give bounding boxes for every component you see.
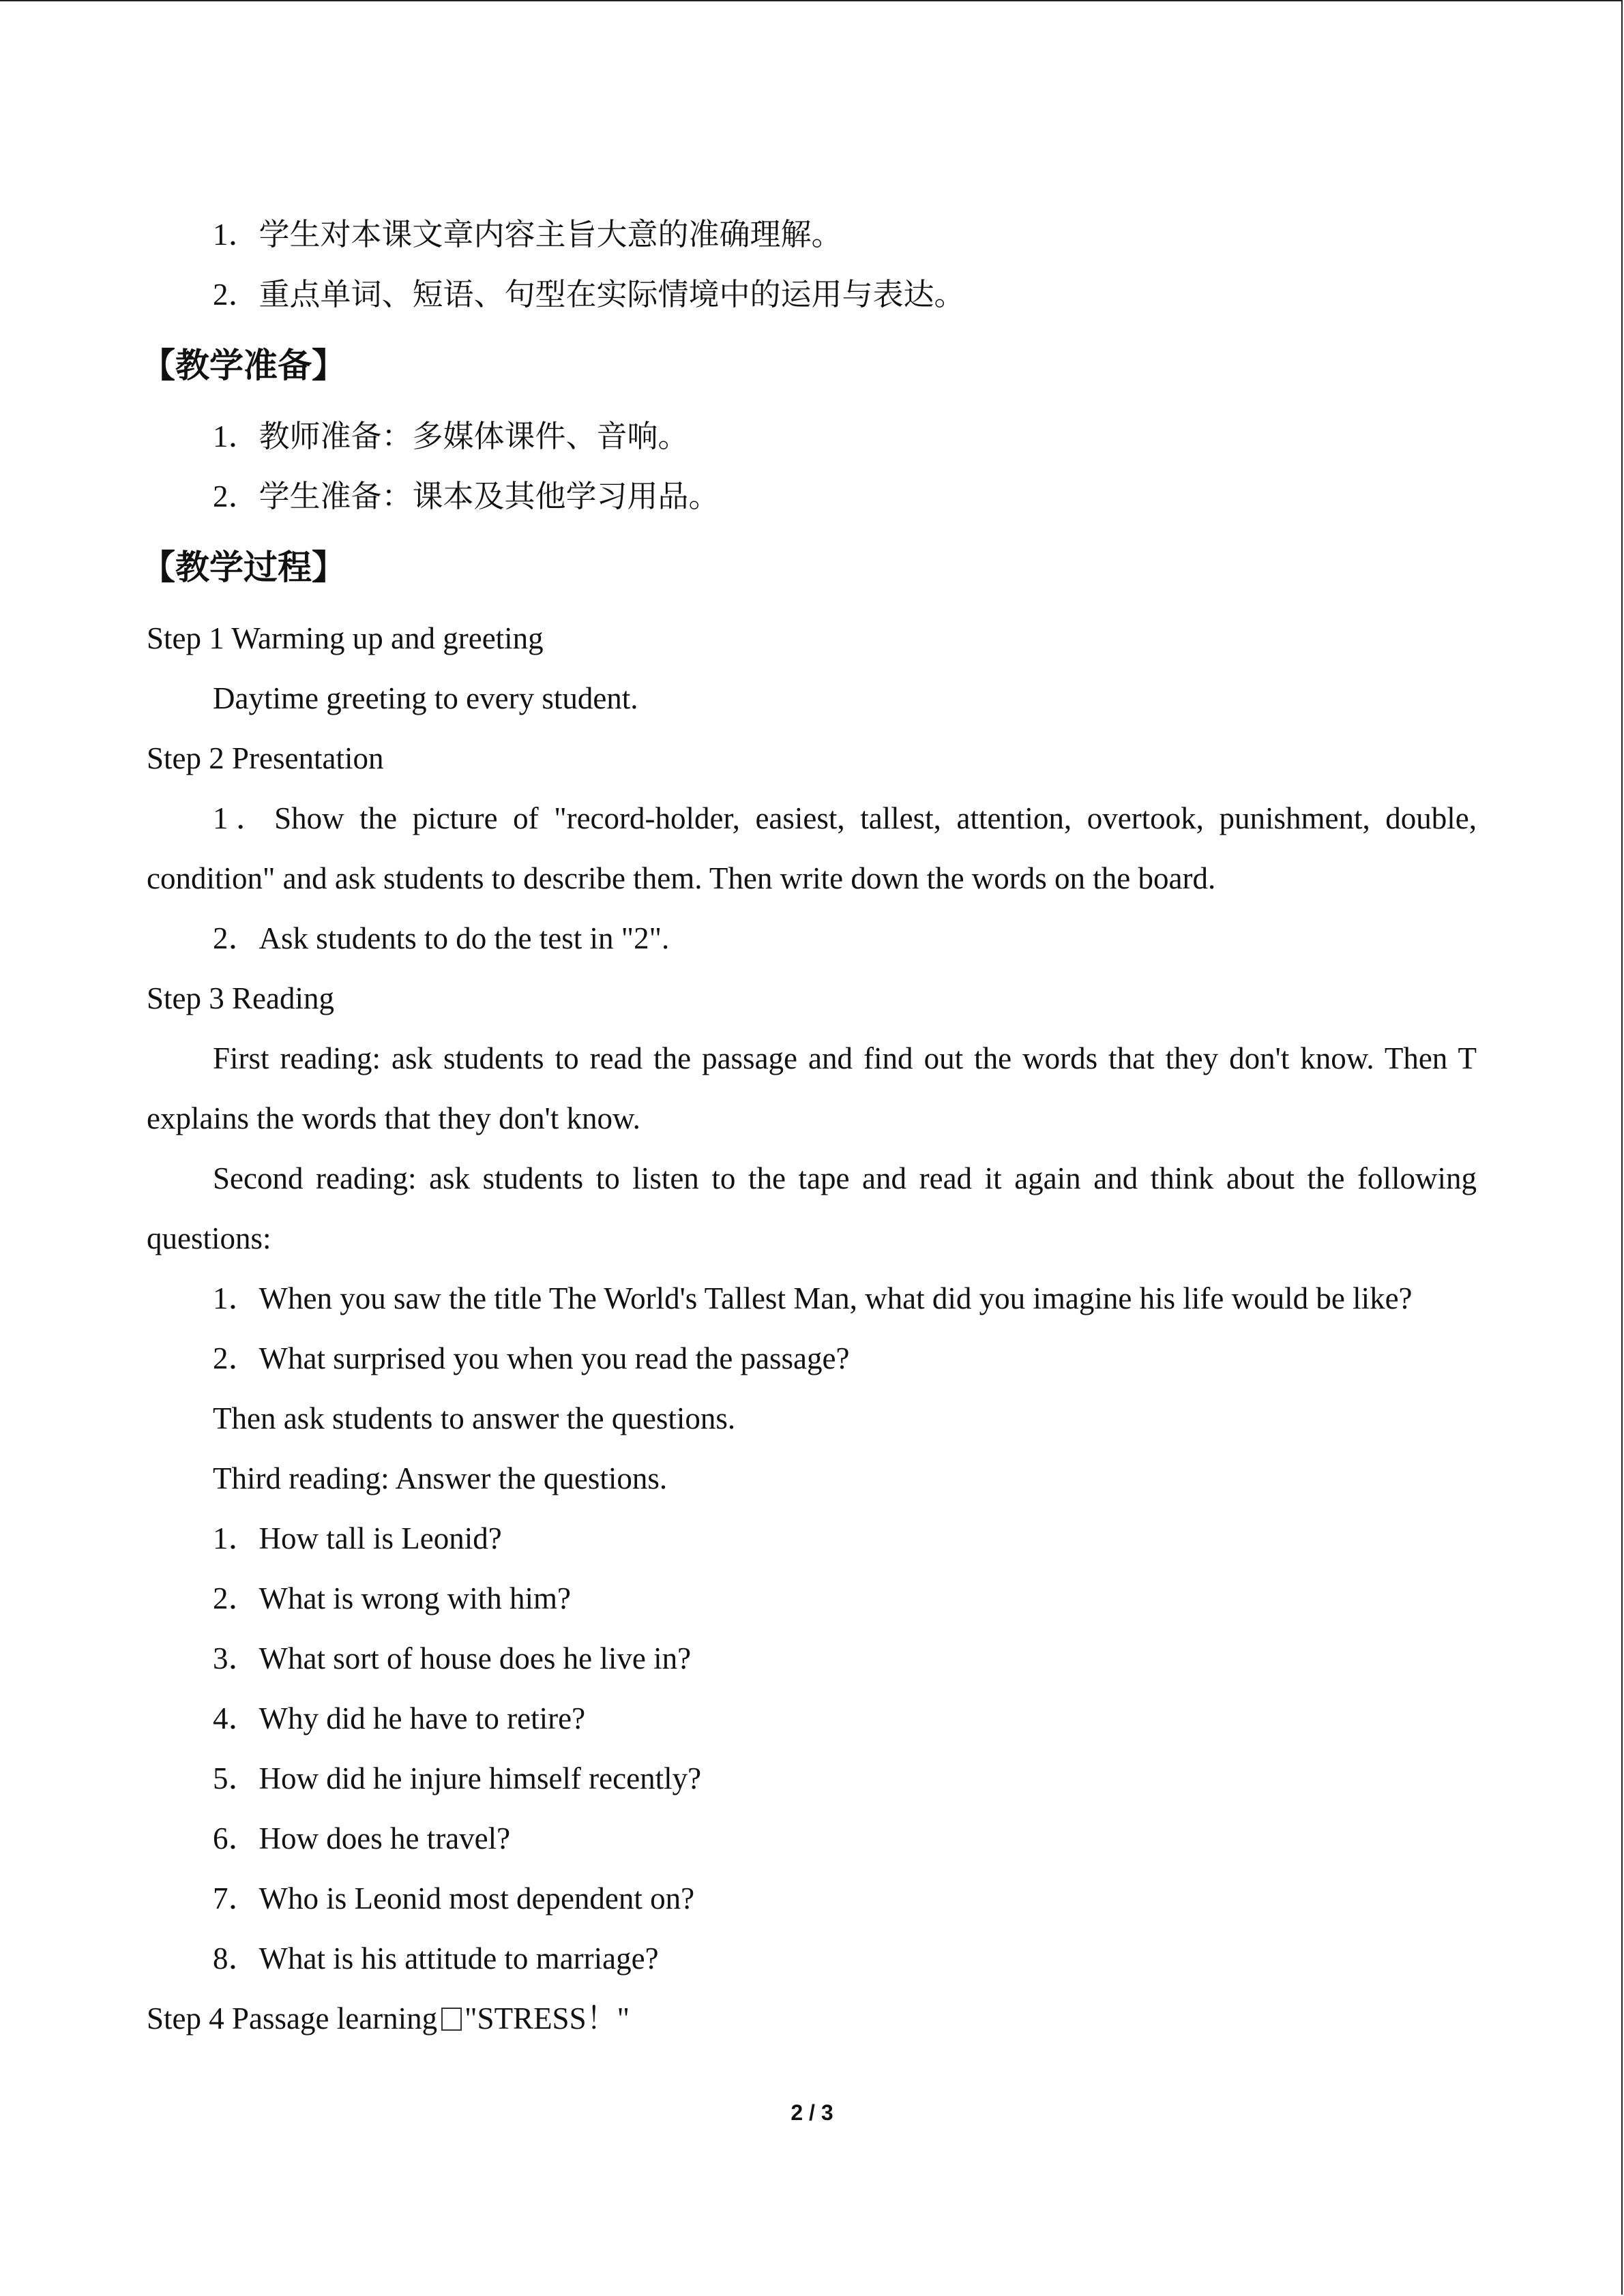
third-question: 4．Why did he have to retire? [213,1701,586,1735]
process-heading: 【教学过程】 [141,548,346,587]
step4-title-suffix: "STRESS！" [464,2001,630,2036]
document-body [141,205,1477,2048]
missing-glyph-icon [441,2008,462,2031]
third-question: 8．What is his attitude to marriage? [213,1941,659,1976]
preparation-item-1: 1．教师准备：多媒体课件、音响。 [213,419,689,453]
then-text: Then ask students to answer the questions. [213,1401,736,1435]
step2-item-2: 2．Ask students to do the test in "2". [213,921,670,955]
step4-title [147,1988,1477,2048]
third-question: 7．Who is Leonid most dependent on? [213,1881,695,1915]
step2-title: Step 2 Presentation [147,741,384,775]
step1-text: Daytime greeting to every student. [213,681,638,715]
focus-item-1: 1．学生对本课文章内容主旨大意的准确理解。 [213,218,842,252]
third-question: 3．What sort of house does he live in? [213,1641,692,1675]
second-reading-text: Second reading: ask students to listen to the tape and read it again and think about the following questions: [147,1161,1477,1255]
page-number: 2 / 3 [791,2100,833,2125]
focus-item-2: 2．重点单词、短语、句型在实际情境中的运用与表达。 [213,278,965,312]
step1-title: Step 1 Warming up and greeting [147,621,544,655]
third-reading-text: Third reading: Answer the questions. [213,1461,668,1495]
step3-title: Step 3 Reading [147,981,334,1015]
step2-item-1: 1．Show the picture of "record-holder, easiest, tallest, attention, overtook, punishment, double, condition" and ask students to describe them. Then write down the words on the board. [147,801,1477,895]
third-question: 1．How tall is Leonid? [213,1521,502,1555]
step4-title-prefix: Step 4 Passage learning [147,2001,438,2036]
second-question: 2．What surprised you when you read the passage? [213,1341,850,1375]
third-question: 6．How does he travel? [213,1821,511,1855]
third-question: 2．What is wrong with him? [213,1581,571,1615]
third-question: 5．How did he injure himself recently? [213,1761,702,1795]
second-question: 1．When you saw the title The World's Tallest Man, what did you imagine his life would be like? [213,1281,1413,1315]
preparation-item-2: 2．学生准备：课本及其他学习用品。 [213,479,720,513]
first-reading-text: First reading: ask students to read the passage and find out the words that they don't know. Then T explains the words that they don't know. [147,1041,1477,1135]
preparation-heading: 【教学准备】 [141,346,346,385]
